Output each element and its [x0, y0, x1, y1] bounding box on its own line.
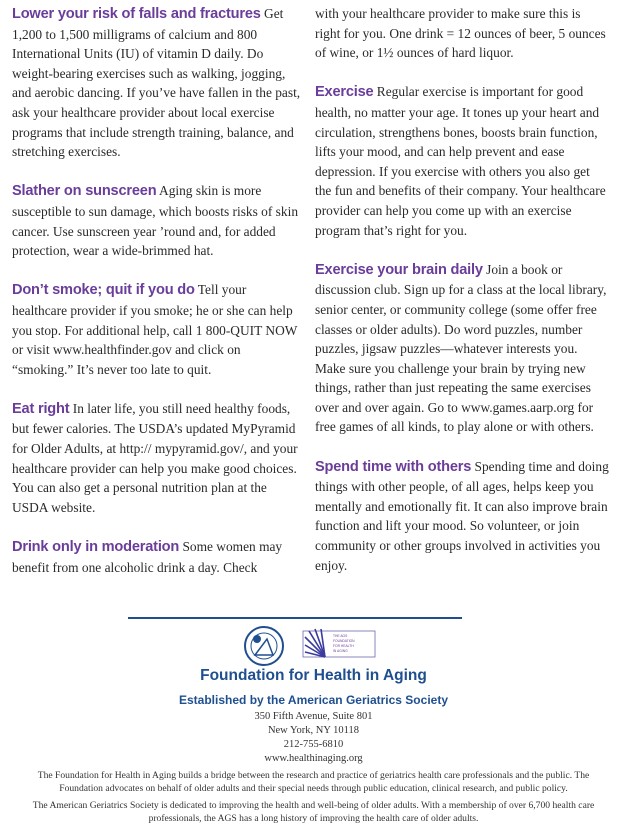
svg-text:FOR HEALTH: FOR HEALTH	[333, 644, 354, 648]
address-city: New York, NY 10118	[267, 725, 360, 736]
section-heading: Eat right	[12, 400, 70, 417]
svg-text:IN AGING: IN AGING	[333, 649, 348, 653]
foundation-logo	[303, 629, 375, 657]
footer-divider	[128, 617, 462, 619]
left-column	[12, 4, 304, 597]
section-body: Tell your healthcare provider if you smoke; he or she can help you stop. For additional help, call 1 800-QUIT NOW or visit www.healthfinder.gov and click on “smoking.” It’s never too late to quit.	[12, 282, 298, 377]
section-body: Regular exercise is important for good health, no matter your age. It tones up your heart and circulation, strengthens bones, boosts brain function, lifts your mood, and can help prevent and ease depression. If you exercise with others you also get the fun and benefits of their company. Your healthcare provider can help you come up with an exercise program that’s right for you.	[315, 84, 606, 238]
svg-text:THE AGS: THE AGS	[333, 634, 348, 638]
svg-text:FOUNDATION: FOUNDATION	[333, 639, 355, 643]
foundation-description: The Foundation for Health in Aging builds a bridge between the research and practice of geriatrics health care professionals and the public. The Foundation advocates on behalf of older adults and their special needs through public education, clinical research, and public policy.	[37, 770, 590, 794]
section-drink	[12, 537, 304, 577]
section-heading: Drink only in moderation	[12, 539, 180, 556]
section-smoking	[12, 280, 304, 379]
section-heading: Don’t smoke; quit if you do	[12, 282, 195, 299]
section-heading: Lower your risk of falls and fractures	[12, 6, 261, 22]
address-block	[0, 710, 627, 766]
section-heading: Exercise	[315, 84, 374, 101]
section-heading: Spend time with others	[315, 458, 472, 475]
section-drink-continued: with your healthcare provider to make sure this is right for you. One drink = 12 ounces of beer, 5 ounces of wine, or 1½ ounces of hard liquor.	[315, 6, 606, 61]
address-street: 350 Fifth Avenue, Suite 801	[254, 711, 373, 722]
section-heading: Slather on sunscreen	[12, 183, 157, 200]
section-sunscreen	[12, 181, 304, 260]
section-eat-right	[12, 399, 304, 518]
section-falls	[12, 4, 304, 162]
section-exercise	[315, 82, 609, 240]
section-body: Aging skin is more susceptible to sun damage, which boosts risks of skin cancer. Use sunscreen year ’round and, for added protection, wear a wide-brimmed hat.	[12, 183, 299, 259]
section-brain	[315, 260, 609, 437]
section-others	[315, 457, 609, 576]
website-link[interactable]: www.healthinaging.org	[264, 753, 363, 764]
ags-description: The American Geriatrics Society is dedicated to improving the health and well-being of older adults. With a membership of over 6,700 health care professionals, the AGS has a long history of improving the health care of older adults.	[32, 800, 595, 824]
section-body: Get 1,200 to 1,500 milligrams of calcium and 800 International Units (IU) of vitamin D daily. Do weight-bearing exercises such as walking, jogging, and aerobic dancing. If you’ve have fallen in the past, ask your healthcare provider about local exercise programs that include strength training, balance, and stretching exercises.	[12, 6, 301, 160]
right-column	[315, 4, 609, 595]
footer-logos	[243, 625, 403, 667]
section-heading: Exercise your brain daily	[315, 261, 483, 278]
section-body: Spending time and doing things with other people, of all ages, helps keep you mentally and emotionally fit. It can also improve brain function and lift your mood. So volunteer, or join community or other groups involved in activities you enjoy.	[315, 458, 609, 573]
section-body: Join a book or discussion club. Sign up for a class at the local library, senior center, or community college (some offer free classes or older adults). Do word puzzles, number puzzles, jigsaw puzzles—whatever interests you. Make sure you challenge your brain by trying new things, rather than just repeating the same exercises over and over again. Go to www.games.aarp.org for free games of all kinds, to play alone or with others.	[315, 261, 607, 435]
section-body: In later life, you still need healthy foods, but fewer calories. The USDA’s updated MyPyramid for Older Adults, at http:// mypyramid.gov/, and your healthcare provider can help you make good choices. You can also get a personal nutrition plan at the USDA website.	[12, 400, 298, 515]
foundation-title: Foundation for Health in Aging	[200, 667, 427, 684]
ags-seal-logo	[245, 627, 283, 665]
section-body: Some women may benefit from one alcoholic drink a day. Check	[12, 539, 283, 575]
established-by: Established by the American Geriatrics Society	[179, 693, 448, 707]
phone: 212-755-6810	[283, 739, 344, 750]
